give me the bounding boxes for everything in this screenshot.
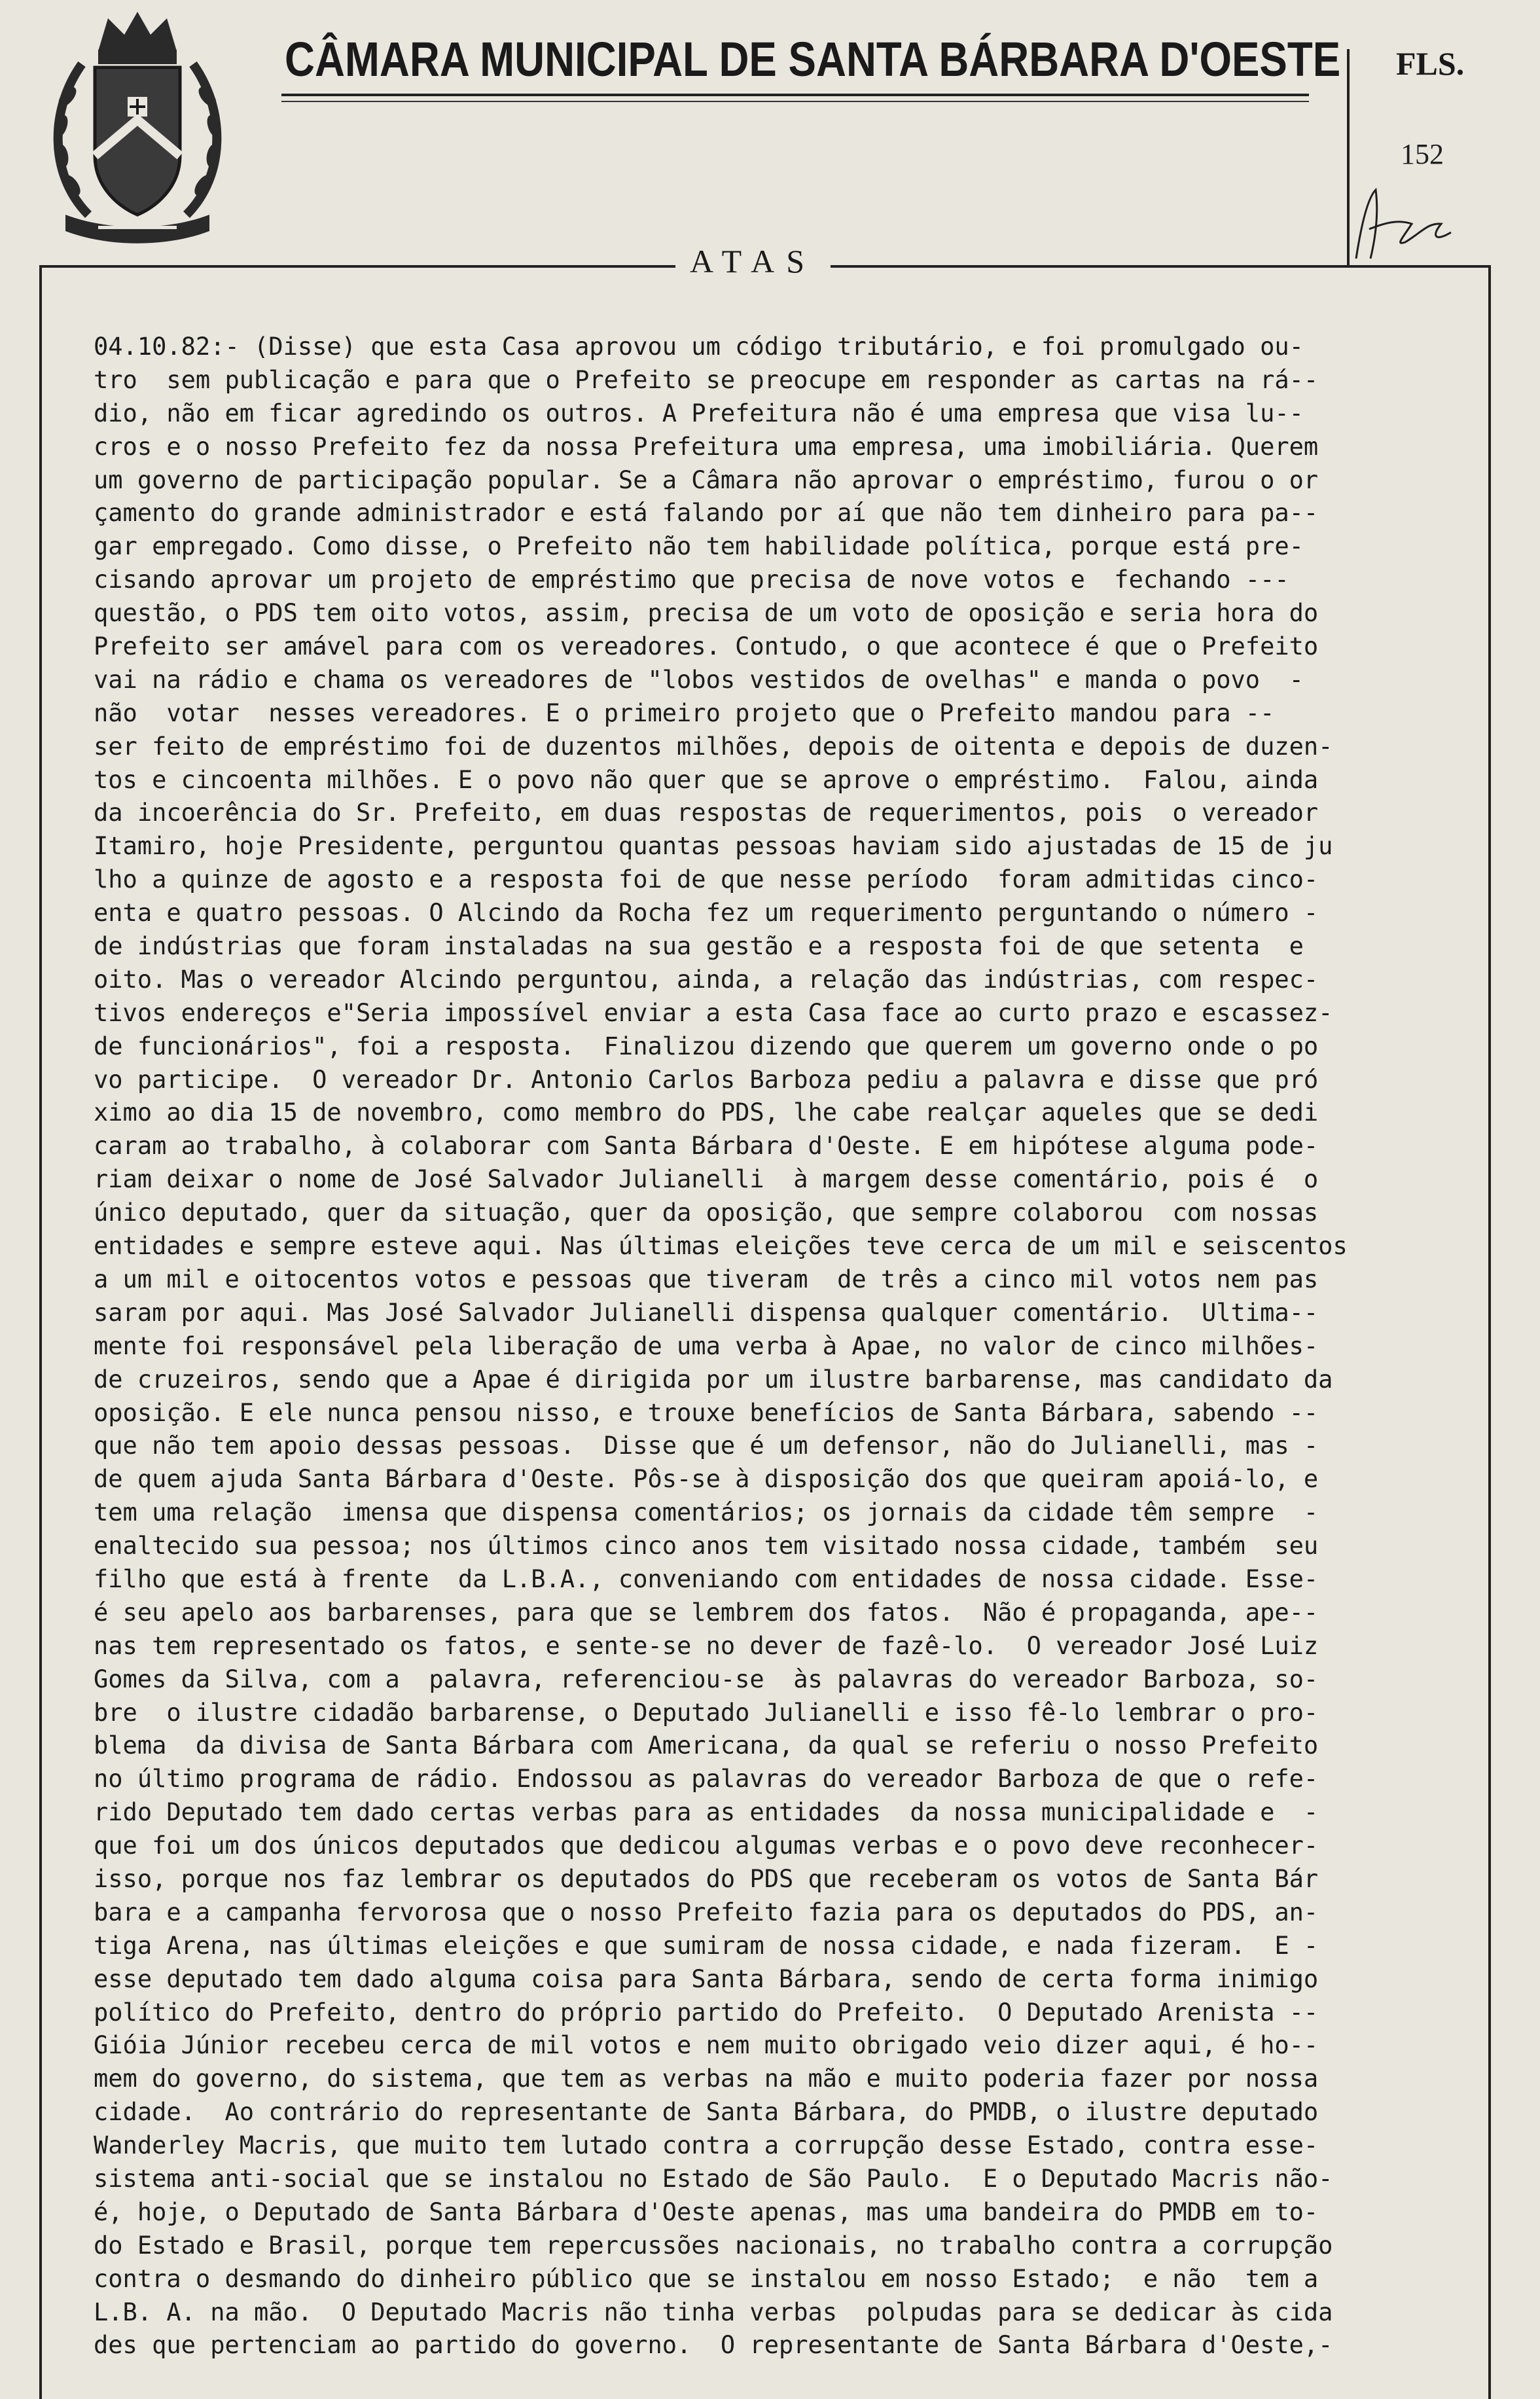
text-line: Gomes da Silva, com a palavra, referenciou-se às palavras do vereador Barboza, so- <box>94 1665 1319 1693</box>
text-line: contra o desmando do dinheiro público que se instalou em nosso Estado; e não tem a <box>94 2264 1319 2293</box>
text-line: sistema anti-social que se instalou no Estado de São Paulo. E o Deputado Macris não- <box>94 2164 1333 2193</box>
text-line: mente foi responsável pela liberação de uma verba à Apae, no valor de cinco milhões- <box>94 1331 1319 1360</box>
text-line: ser feito de empréstimo foi de duzentos milhões, depois de oitenta e depois de duzen- <box>94 732 1333 761</box>
text-line: bre o ilustre cidadão barbarense, o Deputado Julianelli e isso fê-lo lembrar o pro- <box>94 1698 1319 1727</box>
text-line: de indústrias que foram instaladas na sua gestão e a resposta foi de que setenta e <box>94 932 1304 961</box>
text-line: riam deixar o nome de José Salvador Julianelli à margem desse comentário, pois é o <box>94 1165 1319 1194</box>
text-line: enaltecido sua pessoa; nos últimos cinco anos tem visitado nossa cidade, também seu <box>94 1532 1319 1560</box>
text-line: caram ao trabalho, à colaborar com Santa Bárbara d'Oeste. E em hipótese alguma pode- <box>94 1132 1319 1161</box>
text-line: cros e o nosso Prefeito fez da nossa Prefeitura uma empresa, uma imobiliária. Querem <box>94 432 1319 461</box>
text-line: saram por aqui. Mas José Salvador Julianelli dispensa qualquer comentário. Ultima-- <box>94 1298 1319 1327</box>
text-line: de quem ajuda Santa Bárbara d'Oeste. Pôs-se à disposição dos que queiram apoiá-lo, e <box>94 1465 1319 1494</box>
text-line: mem do governo, do sistema, que tem as verbas na mão e muito poderia fazer por nossa <box>94 2065 1319 2093</box>
text-line: esse deputado tem dado alguma coisa para Santa Bárbara, sendo de certa forma inimigo <box>94 1964 1319 1993</box>
initials-signature-icon <box>1350 177 1467 262</box>
text-line: oposição. E ele nunca pensou nisso, e trouxe benefícios de Santa Bárbara, sabendo -- <box>94 1398 1319 1427</box>
institution-title: CÂMARA MUNICIPAL DE SANTA BÁRBARA D'OESTE <box>285 32 1341 86</box>
text-line: ximo ao dia 15 de novembro, como membro do PDS, lhe cabe realçar aqueles que se dedi <box>94 1098 1319 1127</box>
text-line: cidade. Ao contrário do representante de Santa Bárbara, do PMDB, o ilustre deputado <box>94 2098 1319 2127</box>
text-line: que não tem apoio dessas pessoas. Disse que é um defensor, não do Julianelli, mas - <box>94 1432 1319 1460</box>
text-line: rido Deputado tem dado certas verbas para as entidades da nossa municipalidade e - <box>94 1798 1319 1827</box>
text-line: é, hoje, o Deputado de Santa Bárbara d'Oeste apenas, mas uma bandeira do PMDB em to- <box>94 2197 1319 2226</box>
text-line: um governo de participação popular. Se a Câmara não aprovar o empréstimo, furou o or <box>94 465 1319 494</box>
text-line: a um mil e oitocentos votos e pessoas que tiveram de três a cinco mil votos nem pas <box>94 1265 1319 1293</box>
text-line: oito. Mas o vereador Alcindo perguntou, ainda, a relação das indústrias, com respec- <box>94 965 1319 994</box>
minutes-body <box>94 331 1484 2362</box>
text-line: tivos endereços e"Seria impossível enviar a esta Casa face ao curto prazo e escassez- <box>94 998 1333 1027</box>
text-line: político do Prefeito, dentro do próprio partido do Prefeito. O Deputado Arenista -- <box>94 1998 1319 2027</box>
text-line: tiga Arena, nas últimas eleições e que sumiram de nossa cidade, e nada fizeram. E - <box>94 1931 1319 1960</box>
text-line: vo participe. O vereador Dr. Antonio Carlos Barboza pediu a palavra e disse que pró <box>94 1065 1319 1094</box>
title-rule <box>281 94 1309 96</box>
text-line: Prefeito ser amável para com os vereadores. Contudo, o que acontece é que o Prefeito <box>94 632 1319 661</box>
text-line: Itamiro, hoje Presidente, perguntou quantas pessoas haviam sido ajustadas de 15 de ju <box>94 832 1333 861</box>
coat-of-arms-seal-icon <box>36 5 239 251</box>
text-line: único deputado, quer da situação, quer da oposição, que sempre colaborou com nossas <box>94 1199 1319 1227</box>
section-label: ATAS <box>675 242 831 280</box>
text-line: blema da divisa de Santa Bárbara com Americana, da qual se referiu o nosso Prefeito <box>94 1731 1319 1760</box>
text-line: questão, o PDS tem oito votos, assim, precisa de um voto de oposição e seria hora do <box>94 599 1319 628</box>
text-line: vai na rádio e chama os vereadores de "lobos vestidos de ovelhas" e manda o povo - <box>94 665 1304 694</box>
text-line: nas tem representado os fatos, e sente-se no dever de fazê-lo. O vereador José Luiz <box>94 1631 1319 1660</box>
title-rule-thin <box>281 101 1309 102</box>
text-line: cisando aprovar um projeto de empréstimo que precisa de nove votos e fechando --- <box>94 566 1289 594</box>
text-line: dio, não em ficar agredindo os outros. A Prefeitura não é uma empresa que visa lu-- <box>94 399 1304 427</box>
page-number: 152 <box>1401 138 1444 170</box>
text-line: de funcionários", foi a resposta. Finalizou dizendo que querem um governo onde o po <box>94 1032 1319 1060</box>
text-line: gar empregado. Como disse, o Prefeito não tem habilidade política, porque está pre- <box>94 532 1304 561</box>
text-line: Gióia Júnior recebeu cerca de mil votos e nem muito obrigado veio dizer aqui, é ho-- <box>94 2031 1319 2060</box>
text-line: é seu apelo aos barbarenses, para que se lembrem dos fatos. Não é propaganda, ape-- <box>94 1598 1319 1627</box>
text-line: Wanderley Macris, que muito tem lutado contra a corrupção desse Estado, contra esse- <box>94 2131 1319 2160</box>
text-line: no último programa de rádio. Endossou as palavras do vereador Barboza de que o refe- <box>94 1765 1319 1794</box>
fls-label: FLS. <box>1396 45 1465 82</box>
text-line: L.B. A. na mão. O Deputado Macris não tinha verbas polpudas para se dedicar às cida <box>94 2298 1333 2326</box>
text-line: do Estado e Brasil, porque tem repercussões nacionais, no trabalho contra a corrupção <box>94 2231 1333 2260</box>
text-line: tos e cincoenta milhões. E o povo não quer que se aprove o empréstimo. Falou, ainda <box>94 765 1319 794</box>
text-line: da incoerência do Sr. Prefeito, em duas respostas de requerimentos, pois o vereador <box>94 799 1319 827</box>
text-line: de cruzeiros, sendo que a Apae é dirigida por um ilustre barbarense, mas candidato da <box>94 1365 1333 1394</box>
text-line: tem uma relação imensa que dispensa comentários; os jornais da cidade têm sempre - <box>94 1498 1319 1527</box>
text-line: tro sem publicação e para que o Prefeito se preocupe em responder as cartas na rá-- <box>94 365 1319 394</box>
text-line: não votar nesses vereadores. E o primeiro projeto que o Prefeito mandou para -- <box>94 698 1275 727</box>
text-line: bara e a campanha fervorosa que o nosso Prefeito fazia para os deputados do PDS, an- <box>94 1898 1319 1926</box>
text-line: des que pertenciam ao partido do governo. O representante de Santa Bárbara d'Oeste,- <box>94 2331 1333 2360</box>
text-line: isso, porque nos faz lembrar os deputados do PDS que receberam os votos de Santa Bár <box>94 1864 1319 1893</box>
text-line: enta e quatro pessoas. O Alcindo da Rocha fez um requerimento perguntando o número - <box>94 899 1319 928</box>
text-line: 04.10.82:- (Disse) que esta Casa aprovou um código tributário, e foi promulgado ou- <box>94 333 1304 361</box>
text-line: entidades e sempre esteve aqui. Nas últimas eleições teve cerca de um mil e seiscentos <box>94 1232 1348 1261</box>
text-line: çamento do grande administrador e está falando por aí que não tem dinheiro para pa-- <box>94 499 1319 528</box>
text-line: filho que está à frente da L.B.A., conveniando com entidades de nossa cidade. Esse- <box>94 1564 1319 1593</box>
text-line: lho a quinze de agosto e a resposta foi de que nesse período foram admitidas cinco- <box>94 865 1319 894</box>
text-line: que foi um dos únicos deputados que dedicou algumas verbas e o povo deve reconhecer- <box>94 1831 1319 1860</box>
